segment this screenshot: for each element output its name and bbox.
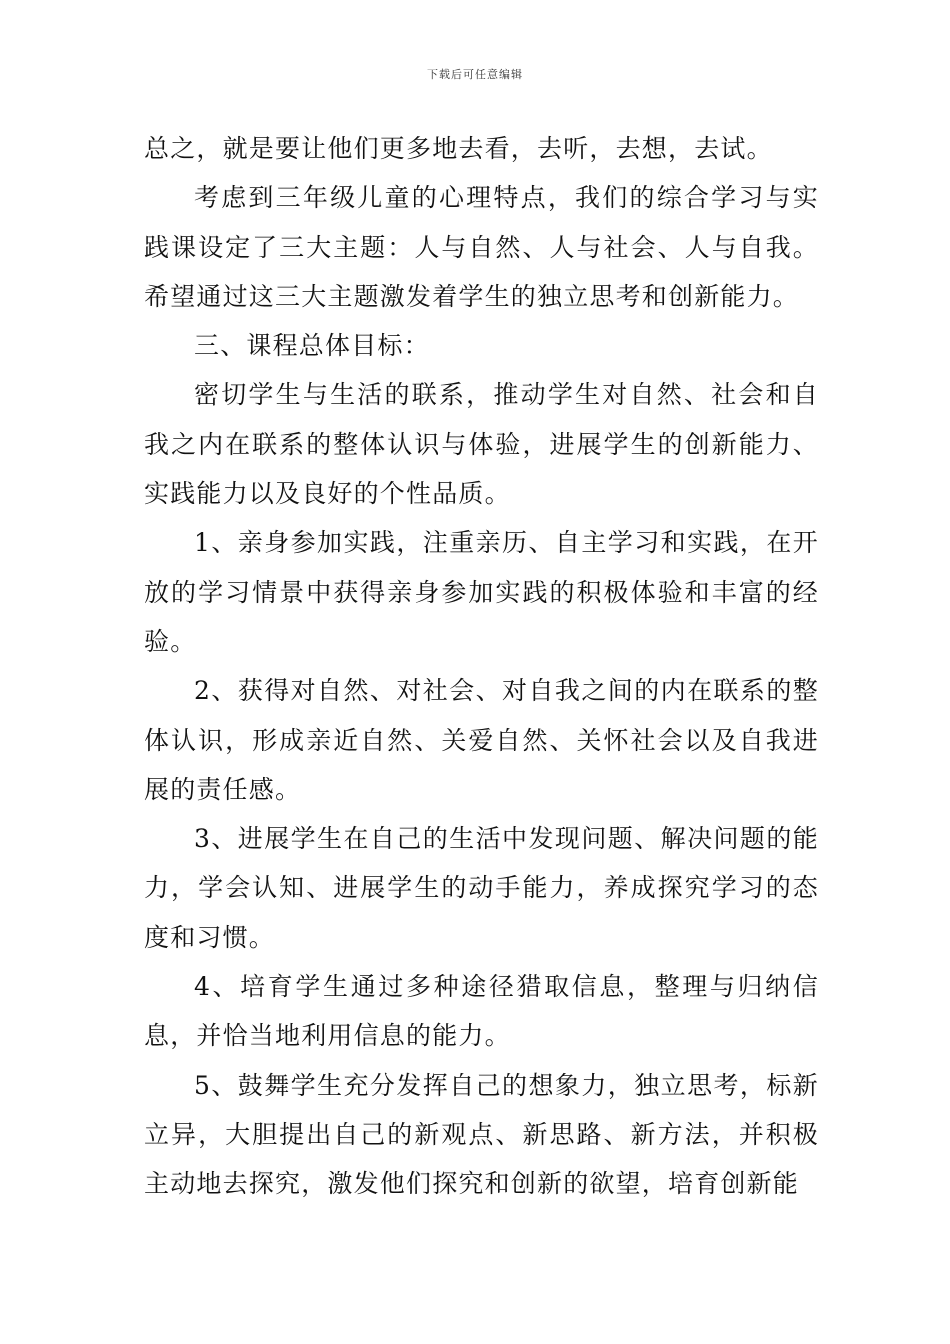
list-item-goal-5: 5、鼓舞学生充分发挥自己的想象力，独立思考，标新立异，大胆提出自己的新观点、新思路、新方法，并积极主动地去探究，激发他们探究和创新的欲望，培育创新能: [144, 1070, 819, 1199]
list-item-goal-1: 1、亲身参加实践，注重亲历、自主学习和实践，在开放的学习情景中获得亲身参加实践的积极体验和丰富的经验。: [144, 528, 819, 656]
paragraph-goal-overview: 密切学生与生活的联系，推动学生对自然、社会和自我之内在联系的整体认识与体验，进展学生的创新能力、实践能力以及良好的个性品质。: [144, 380, 819, 509]
paragraph-summary: 总之，就是要让他们更多地去看，去听，去想，去试。: [144, 134, 773, 163]
paragraph-themes: 考虑到三年级儿童的心理特点，我们的综合学习与实践课设定了三大主题：人与自然、人与社会、人与自我。希望通过这三大主题激发着学生的独立思考和创新能力。: [144, 183, 819, 311]
list-item-goal-4: 4、培育学生通过多种途径猎取信息，整理与归纳信息，并恰当地利用信息的能力。: [144, 972, 819, 1051]
list-item-goal-3: 3、进展学生在自己的生活中发现问题、解决问题的能力，学会认知、进展学生的动手能力，养成探究学习的态度和习惯。: [144, 824, 819, 952]
document-body: [144, 124, 819, 1209]
list-item-goal-2: 2、获得对自然、对社会、对自我之间的内在联系的整体认识，形成亲近自然、关爱自然、关怀社会以及自我进展的责任感。: [144, 676, 819, 804]
page-header-note: 下载后可任意编辑: [427, 68, 523, 81]
section-heading-course-goals: 三、课程总体目标：: [194, 331, 430, 361]
